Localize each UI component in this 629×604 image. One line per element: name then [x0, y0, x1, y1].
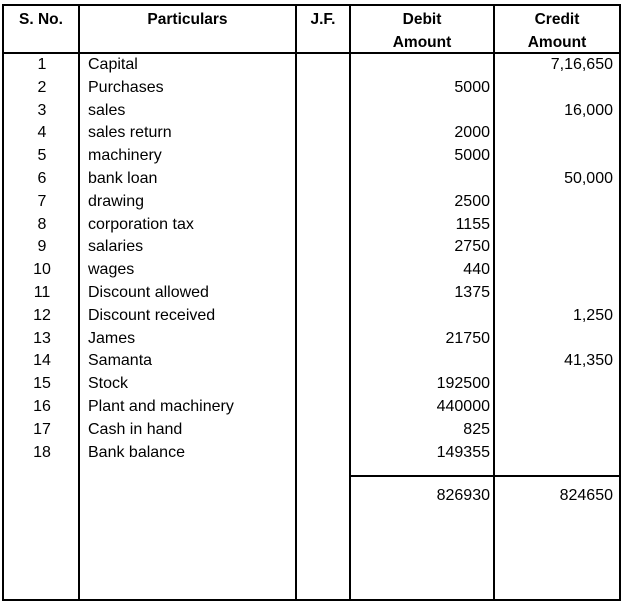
row-debit: 1155: [455, 215, 490, 233]
header-jf: J.F.: [310, 11, 336, 28]
row-debit: 440000: [436, 398, 490, 415]
row-sno: 5: [37, 147, 47, 165]
row-credit: 16,000: [564, 101, 613, 119]
trial-balance-table: [2, 4, 621, 601]
row-sno: 10: [33, 261, 51, 279]
row-credit: 1,250: [572, 306, 613, 324]
header-debit-line2: Amount: [392, 34, 452, 51]
row-particulars: Bank balance: [88, 443, 185, 461]
row-sno: 4: [37, 124, 47, 142]
row-sno: 17: [33, 420, 51, 438]
header-particulars: Particulars: [147, 11, 228, 28]
total-credit: 824650: [559, 487, 613, 504]
row-debit: 2500: [454, 192, 490, 210]
header-sno: S. No.: [19, 11, 63, 28]
row-particulars: wages: [88, 261, 135, 279]
table-row: [4, 236, 619, 259]
row-debit: 1375: [454, 284, 490, 301]
header-debit-line1: Debit: [402, 11, 442, 28]
row-particulars: sales: [88, 101, 126, 119]
table-row: [4, 259, 619, 282]
table-row: [4, 145, 619, 168]
row-particulars: Samanta: [88, 352, 153, 370]
row-debit: 2750: [454, 238, 490, 256]
row-sno: 1: [37, 56, 47, 73]
row-sno: 6: [37, 170, 47, 187]
row-sno: 14: [33, 352, 51, 370]
totals-divider: [349, 475, 619, 477]
table-row: [4, 214, 619, 237]
row-debit: 440: [463, 261, 490, 279]
table-row: [4, 328, 619, 351]
table-row: [4, 396, 619, 419]
row-sno: 2: [37, 78, 47, 96]
row-particulars: Discount received: [88, 306, 216, 324]
table-row: [4, 100, 619, 123]
row-sno: 16: [33, 398, 51, 415]
table-row: [4, 122, 619, 145]
row-particulars: James: [88, 329, 136, 347]
row-debit: 2000: [454, 124, 490, 142]
row-sno: 8: [37, 215, 47, 233]
row-particulars: Capital: [88, 56, 138, 73]
row-sno: 15: [33, 375, 51, 393]
row-debit: 825: [463, 420, 490, 438]
header-credit-line1: Credit: [534, 11, 580, 28]
table-row: [4, 350, 619, 373]
table-row: [4, 442, 619, 465]
row-particulars: Cash in hand: [88, 420, 183, 438]
row-particulars: Stock: [88, 375, 129, 393]
table-row: [4, 77, 619, 100]
table-row: [4, 373, 619, 396]
row-particulars: Purchases: [88, 78, 164, 96]
table-row: [4, 191, 619, 214]
table-row: [4, 305, 619, 328]
row-credit: 7,16,650: [550, 56, 613, 73]
total-debit: 826930: [436, 487, 490, 504]
row-debit: 21750: [445, 329, 490, 347]
row-debit: 5000: [454, 78, 490, 96]
row-sno: 18: [33, 443, 51, 461]
row-particulars: drawing: [88, 192, 145, 210]
table-row: [4, 168, 619, 191]
row-particulars: bank loan: [88, 170, 158, 187]
row-particulars: salaries: [88, 238, 144, 256]
row-particulars: corporation tax: [88, 215, 194, 233]
table-row: [4, 54, 619, 77]
row-sno: 12: [33, 306, 51, 324]
row-credit: 41,350: [564, 352, 613, 370]
row-particulars: Discount allowed: [88, 284, 209, 301]
row-sno: 13: [33, 329, 51, 347]
row-sno: 3: [37, 101, 47, 119]
row-particulars: machinery: [88, 147, 162, 165]
row-particulars: Plant and machinery: [88, 398, 234, 415]
table-row: [4, 282, 619, 305]
row-credit: 50,000: [564, 170, 613, 187]
header-credit-line2: Amount: [527, 34, 587, 51]
row-debit: 149355: [436, 443, 490, 461]
header-debit-amount: [351, 8, 493, 54]
row-sno: 11: [33, 284, 51, 301]
row-sno: 7: [37, 192, 47, 210]
header-credit-amount: [495, 8, 619, 54]
row-particulars: sales return: [88, 124, 172, 142]
row-debit: 5000: [454, 147, 490, 165]
row-sno: 9: [37, 238, 47, 256]
row-debit: 192500: [436, 375, 490, 393]
table-row: [4, 419, 619, 442]
